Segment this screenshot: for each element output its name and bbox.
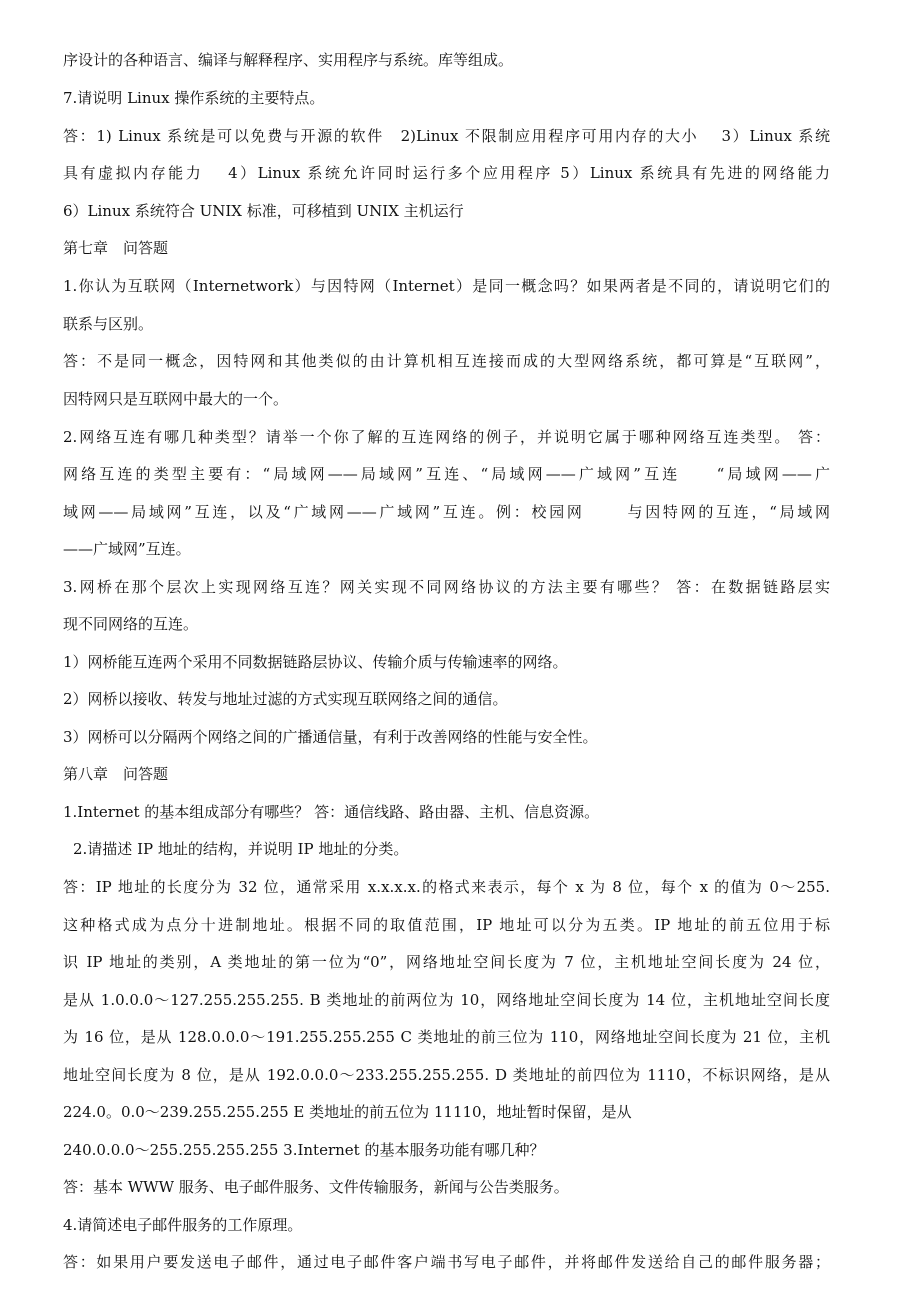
text-line: 答：不是同一概念，因特网和其他类似的由计算机相互连接而成的大型网络系统，都可算是“互联网”， xyxy=(63,352,830,370)
text-line: 地址空间长度为 8 位，是从 192.0.0.0～233.255.255.255. D 类地址的前四位为 1110，不标识网络，是从 xyxy=(63,1066,830,1084)
text-line: 2）网桥以接收、转发与地址过滤的方式实现互联网络之间的通信。 xyxy=(63,690,508,708)
text-line: 答：如果用户要发送电子邮件，通过电子邮件客户端书写电子邮件，并将邮件发送给自己的邮件服务器； xyxy=(63,1253,830,1271)
text-line: 这种格式成为点分十进制地址。根据不同的取值范围，IP 地址可以分为五类。IP 地址的前五位用于标 xyxy=(63,916,830,934)
question-heading: 2.网络互连有哪几种类型？请举一个你了解的互连网络的例子，并说明它属于哪种网络互连类型。 答： xyxy=(63,428,830,446)
text-line: 答：1) Linux 系统是可以免费与开源的软件 2)Linux 不限制应用程序可用内存的大小 3）Linux 系统 xyxy=(63,127,830,145)
text-line: 为 16 位，是从 128.0.0.0～191.255.255.255 C 类地址的前三位为 110，网络地址空间长度为 21 位，主机 xyxy=(63,1028,830,1046)
text-line: 240.0.0.0～255.255.255.255 3.Internet 的基本服务功能有哪几种？ xyxy=(63,1141,545,1159)
text-line: 域网——局域网”互连，以及“广域网——广域网”互连。例：校园网 与因特网的互连，“局域网 xyxy=(63,503,830,521)
text-line: 序设计的各种语言、编译与解释程序、实用程序与系统。库等组成。 xyxy=(63,51,514,69)
text-line: 6）Linux 系统符合 UNIX 标准，可移植到 UNIX 主机运行 xyxy=(63,202,464,220)
text-line: 识 IP 地址的类别，A 类地址的第一位为“0”，网络地址空间长度为 7 位，主机地址空间长度为 24 位， xyxy=(63,953,830,971)
question-heading: 7.请说明 Linux 操作系统的主要特点。 xyxy=(63,89,325,107)
chapter-heading: 第八章 问答题 xyxy=(63,765,169,783)
text-line: 3）网桥可以分隔两个网络之间的广播通信量，有利于改善网络的性能与安全性。 xyxy=(63,728,598,746)
text-line: 现不同网络的互连。 xyxy=(63,615,199,633)
text-line: ——广域网”互连。 xyxy=(63,540,191,558)
text-line: 联系与区别。 xyxy=(63,315,154,333)
question-heading: 3.网桥在那个层次上实现网络互连？网关实现不同网络协议的方法主要有哪些？ 答：在数据链路层实 xyxy=(63,578,830,596)
text-line: 具有虚拟内存能力 4）Linux 系统允许同时运行多个应用程序 5）Linux 系统具有先进的网络能力 xyxy=(63,164,830,182)
question-heading: 1.Internet 的基本组成部分有哪些？ 答：通信线路、路由器、主机、信息资源。 xyxy=(63,803,600,821)
text-line: 网络互连的类型主要有：“局域网——局域网”互连、“局域网——广域网”互连 “局域网——广 xyxy=(63,465,830,483)
text-line: 答：基本 WWW 服务、电子邮件服务、文件传输服务，新闻与公告类服务。 xyxy=(63,1178,569,1196)
question-heading: 4.请简述电子邮件服务的工作原理。 xyxy=(63,1216,303,1234)
question-heading: 2.请描述 IP 地址的结构，并说明 IP 地址的分类。 xyxy=(73,840,409,858)
question-heading: 1.你认为互联网（Internetwork）与因特网（Internet）是同一概念吗？如果两者是不同的，请说明它们的 xyxy=(63,277,830,295)
chapter-heading: 第七章 问答题 xyxy=(63,239,169,257)
text-line: 224.0。0.0～239.255.255.255 E 类地址的前五位为 11110，地址暂时保留，是从 xyxy=(63,1103,632,1121)
text-line: 因特网只是互联网中最大的一个。 xyxy=(63,390,289,408)
text-line: 1）网桥能互连两个采用不同数据链路层协议、传输介质与传输速率的网络。 xyxy=(63,653,568,671)
text-line: 是从 1.0.0.0～127.255.255.255. B 类地址的前两位为 10，网络地址空间长度为 14 位，主机地址空间长度 xyxy=(63,991,830,1009)
text-line: 答：IP 地址的长度分为 32 位，通常采用 x.x.x.x.的格式来表示，每个 x 为 8 位，每个 x 的值为 0～255. xyxy=(63,878,830,896)
